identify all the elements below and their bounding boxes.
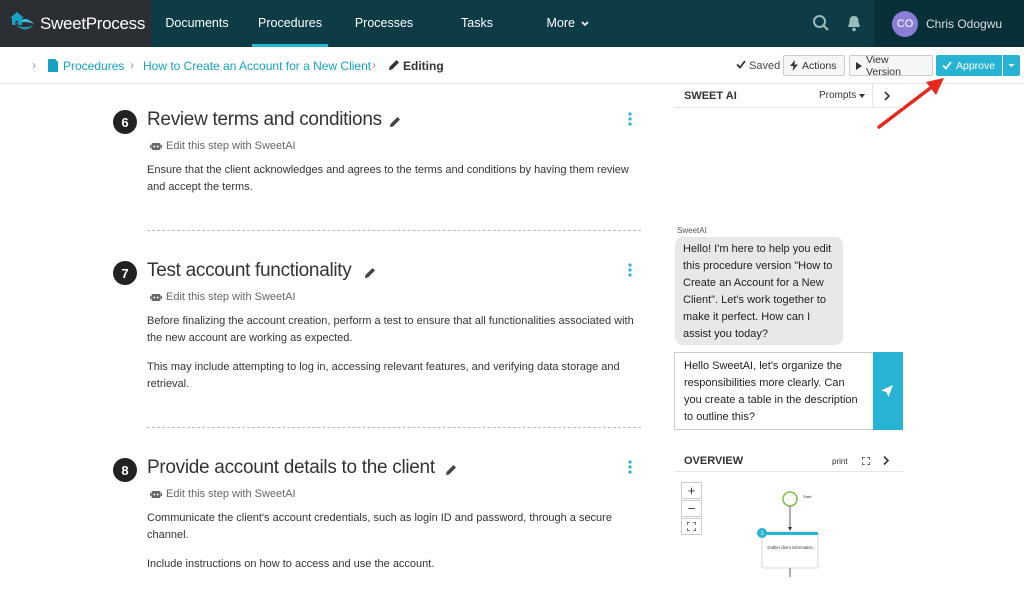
chat-input[interactable]: Hello SweetAI, let's organize the responsibilities more clearly. Can you create a table in the description to outline this?	[674, 352, 874, 430]
chevron-down-icon	[581, 21, 589, 27]
bolt-icon	[790, 60, 798, 71]
flow-arrowhead	[788, 527, 792, 531]
fit-view-icon	[687, 522, 696, 531]
breadcrumb-procedure-title[interactable]: How to Create an Account for a New Client	[143, 59, 372, 73]
overview-title: OVERVIEW	[684, 455, 744, 467]
check-icon	[942, 61, 952, 70]
flow-step-label: Gather client information	[767, 545, 813, 550]
approve-dropdown-button[interactable]	[1003, 55, 1020, 76]
saved-status	[736, 60, 780, 72]
logo-text: SweetProcess	[40, 13, 146, 33]
ai-message: Hello! I'm here to help you edit this procedure version "How to Create an Account for a New Client". Let's work together to make it perfect. How can I assist you today?	[675, 237, 843, 345]
chevron-right-icon[interactable]	[881, 455, 891, 466]
flow-step-number: 1	[760, 531, 764, 537]
step-number: 8	[113, 458, 137, 482]
zoom-out-button[interactable]: −	[681, 500, 702, 517]
breadcrumb-separator: ›	[32, 58, 36, 72]
step-number: 7	[113, 261, 137, 285]
step-description: Before finalizing the account creation, perform a test to ensure that all functionalities associated with the new account are working as expected.	[147, 315, 634, 344]
pencil-icon[interactable]	[364, 267, 376, 279]
sweetai-panel-title: SWEET AI	[684, 90, 737, 102]
step-title[interactable]: Test account functionality	[147, 260, 352, 281]
step-number: 6	[113, 110, 137, 134]
prompts-dropdown[interactable]	[819, 90, 865, 101]
user-menu[interactable]	[874, 0, 1024, 47]
nav-tasks[interactable]: Tasks	[461, 16, 493, 30]
expand-icon[interactable]	[862, 457, 870, 465]
view-version-button[interactable]	[849, 55, 933, 76]
top-navbar	[0, 0, 1024, 47]
approve-button[interactable]	[936, 55, 1002, 76]
nav-more[interactable]	[540, 0, 596, 47]
flow-step-accent	[762, 532, 818, 535]
zoom-in-button[interactable]: +	[681, 482, 702, 499]
pencil-icon	[388, 59, 400, 71]
caret-right-icon	[856, 62, 862, 70]
robot-icon	[150, 489, 162, 500]
step-description: This may include attempting to log in, accessing relevant features, and verifying data storage and retrieval.	[147, 361, 620, 390]
document-icon	[48, 59, 58, 72]
pencil-icon[interactable]	[445, 464, 457, 476]
editing-label: Editing	[403, 59, 444, 73]
nav-more-label: More	[546, 16, 575, 30]
edit-with-sweetai-link[interactable]	[150, 140, 296, 152]
search-icon[interactable]	[812, 14, 830, 32]
actions-button[interactable]	[783, 55, 845, 76]
robot-icon	[150, 141, 162, 152]
message-sender: SweetAI	[677, 226, 707, 235]
edit-with-sweetai-link[interactable]	[150, 488, 296, 500]
fit-view-button[interactable]	[681, 518, 702, 535]
view-version-label: View Version	[865, 53, 901, 78]
edit-with-sweetai-label: Edit this step with SweetAI	[166, 488, 296, 500]
prompts-label: Prompts	[819, 90, 857, 101]
step-description: Communicate the client's account credentials, such as login ID and password, through a secure channel.	[147, 512, 612, 541]
collapse-panel-button[interactable]	[872, 84, 902, 108]
print-link[interactable]: print	[832, 457, 848, 466]
step-divider	[147, 427, 641, 428]
avatar: CO	[892, 11, 918, 37]
user-name: Chris Odogwu	[926, 16, 1003, 31]
chevron-right-icon	[873, 84, 903, 108]
breadcrumb-procedures[interactable]: Procedures	[63, 59, 125, 73]
home-icon[interactable]	[10, 12, 24, 25]
edit-with-sweetai-link[interactable]	[150, 291, 296, 303]
send-icon	[880, 384, 894, 398]
flow-start-label: Start	[803, 494, 812, 499]
edit-with-sweetai-label: Edit this step with SweetAI	[166, 291, 296, 303]
nav-documents[interactable]: Documents	[165, 16, 229, 30]
step-description: Include instructions on how to access and use the account.	[147, 558, 435, 570]
step-description: Ensure that the client acknowledges and agrees to the terms and conditions by having them review and accept the terms.	[147, 164, 629, 193]
process-flow-diagram	[750, 485, 830, 577]
actions-label: Actions	[802, 59, 837, 72]
more-options-icon[interactable]	[628, 112, 632, 126]
step-divider	[147, 230, 641, 231]
breadcrumb-separator: ›	[130, 58, 134, 72]
more-options-icon[interactable]	[628, 263, 632, 277]
caret-down-icon	[1003, 55, 1020, 76]
more-options-icon[interactable]	[628, 460, 632, 474]
step-title[interactable]: Review terms and conditions	[147, 109, 382, 130]
check-icon	[736, 60, 746, 69]
flow-start-node	[783, 492, 797, 506]
saved-label: Saved	[749, 60, 781, 72]
bell-icon[interactable]	[846, 14, 862, 32]
edit-with-sweetai-label: Edit this step with SweetAI	[166, 140, 296, 152]
breadcrumb-separator: ›	[372, 58, 376, 72]
flow-step-node	[762, 532, 818, 568]
nav-processes[interactable]: Processes	[354, 16, 414, 30]
nav-procedures[interactable]: Procedures	[252, 0, 328, 47]
robot-icon	[150, 292, 162, 303]
step-title[interactable]: Provide account details to the client	[147, 457, 435, 478]
approve-label: Approve	[956, 59, 996, 72]
pencil-icon[interactable]	[389, 116, 401, 128]
caret-down-icon	[859, 94, 865, 98]
